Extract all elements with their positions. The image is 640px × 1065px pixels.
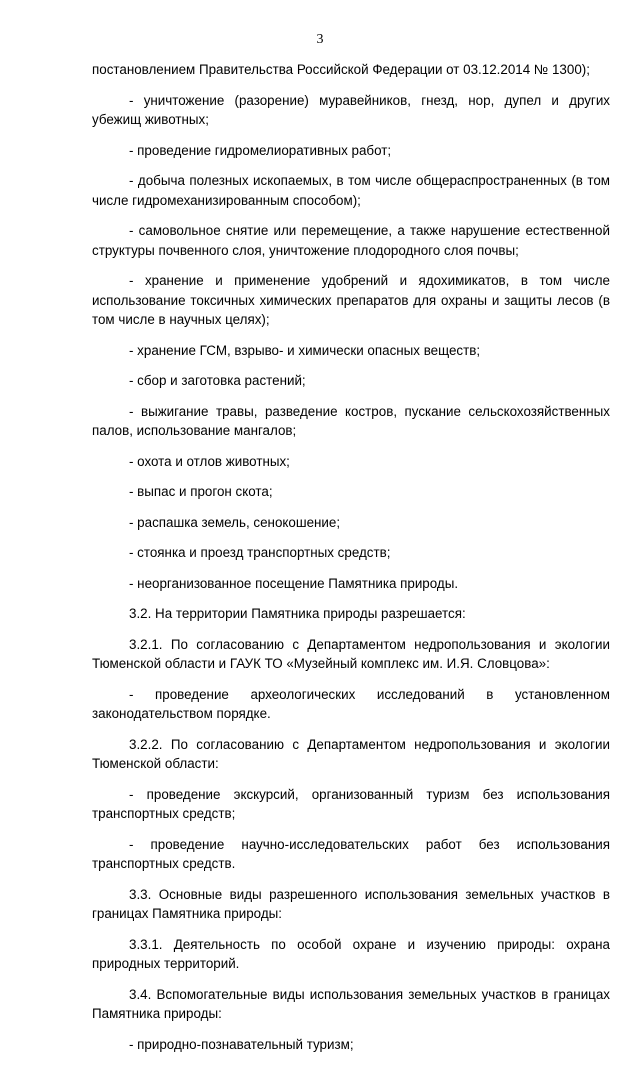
paragraph: - хранение ГСМ, взрыво- и химически опасных веществ; <box>129 342 481 358</box>
document-body <box>92 60 610 1065</box>
paragraph: 3.2.1. По согласованию с Департаментом недропользования и экологии Тюменской области и ГАУК ТО «Музейный комплекс им. И.Я. Словцова»: <box>92 636 610 671</box>
paragraph: 3.4. Вспомогательные виды использования земельных участков в границах Памятника природы: <box>92 986 610 1021</box>
paragraph: - выжигание травы, разведение костров, пускание сельскохозяйственных палов, использование мангалов; <box>92 403 610 438</box>
paragraph: - проведение археологических исследований в установленном законодательством порядке. <box>92 686 610 721</box>
paragraph: - проведение гидромелиоративных работ; <box>129 142 392 158</box>
paragraph: - проведение научно-исследовательских работ без использования транспортных средств. <box>92 836 610 871</box>
paragraph: - хранение и применение удобрений и ядохимикатов, в том числе использование токсичных химических препаратов для охраны и защиты лесов (в том числе в научных целях); <box>92 273 610 327</box>
paragraph: - стоянка и проезд транспортных средств; <box>129 545 391 560</box>
paragraph: 3.3. Основные виды разрешенного использования земельных участков в границах Памятника природы: <box>92 886 610 921</box>
paragraph: 3.2.2. По согласованию с Департаментом недропользования и экологии Тюменской области: <box>92 736 610 771</box>
paragraph: - проведение экскурсий, организованный туризм без использования транспортных средств; <box>92 786 610 821</box>
paragraph: - распашка земель, сенокошение; <box>129 514 341 530</box>
paragraph: - охота и отлов животных; <box>129 453 290 469</box>
paragraph: - самовольное снятие или перемещение, а также нарушение естественной структуры почвенного слоя, уничтожение плодородного слоя почвы; <box>92 223 610 258</box>
paragraph: - неорганизованное посещение Памятника природы. <box>129 575 459 591</box>
paragraph: - природно-познавательный туризм; <box>129 1036 354 1052</box>
paragraph: 3.3.1. Деятельность по особой охране и изучению природы: охрана природных территорий. <box>92 936 610 971</box>
paragraph: постановлением Правительства Российской Федерации от 03.12.2014 № 1300); <box>92 62 590 77</box>
paragraph: - сбор и заготовка растений; <box>129 373 306 388</box>
paragraph: - уничтожение (разорение) муравейников, гнезд, нор, дупел и других убежищ животных; <box>92 92 610 127</box>
paragraph: 3.2. На территории Памятника природы разрешается: <box>129 606 466 621</box>
paragraph: - выпас и прогон скота; <box>129 484 273 499</box>
paragraph: - добыча полезных ископаемых, в том числе общераспространенных (в том числе гидромеханизированным способом); <box>92 173 610 208</box>
page-number: 3 <box>316 32 324 47</box>
